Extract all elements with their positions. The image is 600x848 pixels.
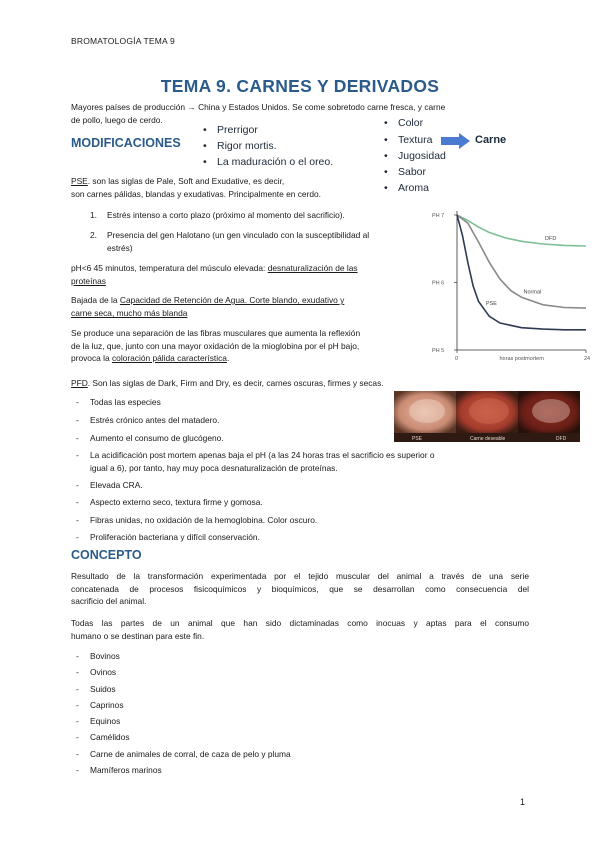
intro-paragraph (71, 101, 529, 126)
intro-line-1: Mayores países de producción → China y Estados Unidos. Se come sobretodo carne fresca, y carne (71, 102, 446, 112)
concepto-heading: CONCEPTO (71, 548, 142, 562)
arrow-right-icon (441, 133, 471, 149)
photo-label-dfd: DFD (556, 436, 567, 442)
pse-abbr: PSE (71, 176, 88, 186)
numbered-item: 2. Presencia del gen Halotano (un gen vinculado con la susceptibilidad al estrés) (90, 230, 370, 253)
concepto-paragraph-1: Resultado de la transformación experimentada por el tejido muscular del animal a través de una serie concatenada de procesos fisicoquímicos y bioquímicos, que se desarrollan como consecuencia del sacrificio del animal. (71, 571, 529, 607)
list-item: - Suidos (76, 684, 116, 694)
separation-paragraph: Se produce una separación de las fibras musculares que aumenta la reflexión de la luz, que, junto con una mayor oxidación de la mioglobina por el pH bajo, provoca la coloración pálida característica. (71, 328, 361, 364)
list-item: - Todas las especies (76, 397, 161, 407)
running-header: BROMATOLOGÍA TEMA 9 (71, 36, 175, 46)
chart-x-tick-label: 0 (455, 356, 459, 362)
bullet-item: • Rigor mortis. (203, 140, 277, 152)
list-item: - Elevada CRA. (76, 480, 143, 490)
carne-label: Carne (475, 134, 507, 146)
concepto-paragraph-2: Todas las partes de un animal que han sido dictaminadas como inocuas y aptas para el consumo humano o se destinan para este fin. (71, 618, 529, 641)
list-item: - Estrés crónico antes del matadero. (76, 415, 220, 425)
list-item: - Caprinos (76, 700, 124, 710)
list-item: - Bovinos (76, 651, 120, 661)
modificaciones-heading: MODIFICACIONES (71, 136, 181, 150)
list-item: - Camélidos (76, 732, 130, 742)
intro-line-2: de pollo, luego de cerdo. (71, 114, 163, 125)
numbered-item: 1. Estrés intenso a corto plazo (próximo al momento del sacrificio). (90, 210, 345, 220)
pfd-definition: PFD. Son las siglas de Dark, Firm and Dry, es decir, carnes oscuras, firmes y secas. (71, 378, 384, 388)
chart-y-tick-label: PH 6 (432, 280, 445, 287)
list-item: - La acidificación post mortem apenas baja el pH (a las 24 horas tras el sacrificio es superior o igual a 6), por tanto, hay muy poca desnaturalización de proteínas. (76, 450, 435, 473)
series-label-pse: PSE (485, 300, 497, 307)
page-number: 1 (519, 797, 525, 807)
chart-x-tick-label: 24 (584, 356, 591, 362)
ph-paragraph: pH<6 45 minutos, temperatura del músculo elevada: desnaturalización de las proteínas (71, 263, 358, 286)
series-label-dfd: DFD (545, 236, 557, 243)
bullet-item: • La maduración o el oreo. (203, 156, 334, 168)
list-item: - Ovinos (76, 667, 117, 677)
attribute-item: • Textura (384, 134, 433, 146)
page-title: TEMA 9. CARNES Y DERIVADOS (160, 76, 440, 96)
list-item: - Aumento el consumo de glucógeno. (76, 433, 224, 443)
list-item: - Proliferación bacteriana y difícil conservación. (76, 532, 260, 542)
attribute-item: • Jugosidad (384, 150, 446, 162)
list-item: - Fibras unidas, no oxidación de la hemoglobina. Color oscuro. (76, 515, 318, 525)
attribute-item: • Color (384, 117, 424, 129)
list-item: - Carne de animales de corral, de caza de pelo y pluma (76, 749, 291, 759)
bullet-item: • Prerrigor (203, 124, 258, 136)
attribute-item: • Aroma (384, 182, 429, 194)
pse-definition: PSE. son las siglas de Pale, Soft and Exudative, es decir, son carnes pálidas, blandas y exudativas. Principalmente en cerdo. (71, 176, 321, 199)
photo-label-pse: PSE (412, 436, 423, 442)
cra-paragraph: Bajada de la Capacidad de Retención de Agua. Corte blando, exudativo y carne seca, mucho más blanda (71, 295, 345, 318)
ph-postmortem-chart (431, 205, 596, 363)
list-item: - Equinos (76, 716, 121, 726)
pfd-abbr: PFD (71, 378, 88, 388)
photo-label-normal: Carne deseable (470, 436, 506, 442)
series-label-normal: Normal (523, 289, 542, 296)
chart-y-tick-label: PH 7 (432, 213, 445, 219)
chart-y-tick-label: PH 5 (432, 348, 445, 354)
chart-x-axis-label: horas postmortem (499, 356, 544, 362)
list-item: - Aspecto externo seco, textura firme y gomosa. (76, 497, 263, 507)
attribute-item: • Sabor (384, 166, 427, 178)
list-item: - Mamíferos marinos (76, 765, 162, 775)
